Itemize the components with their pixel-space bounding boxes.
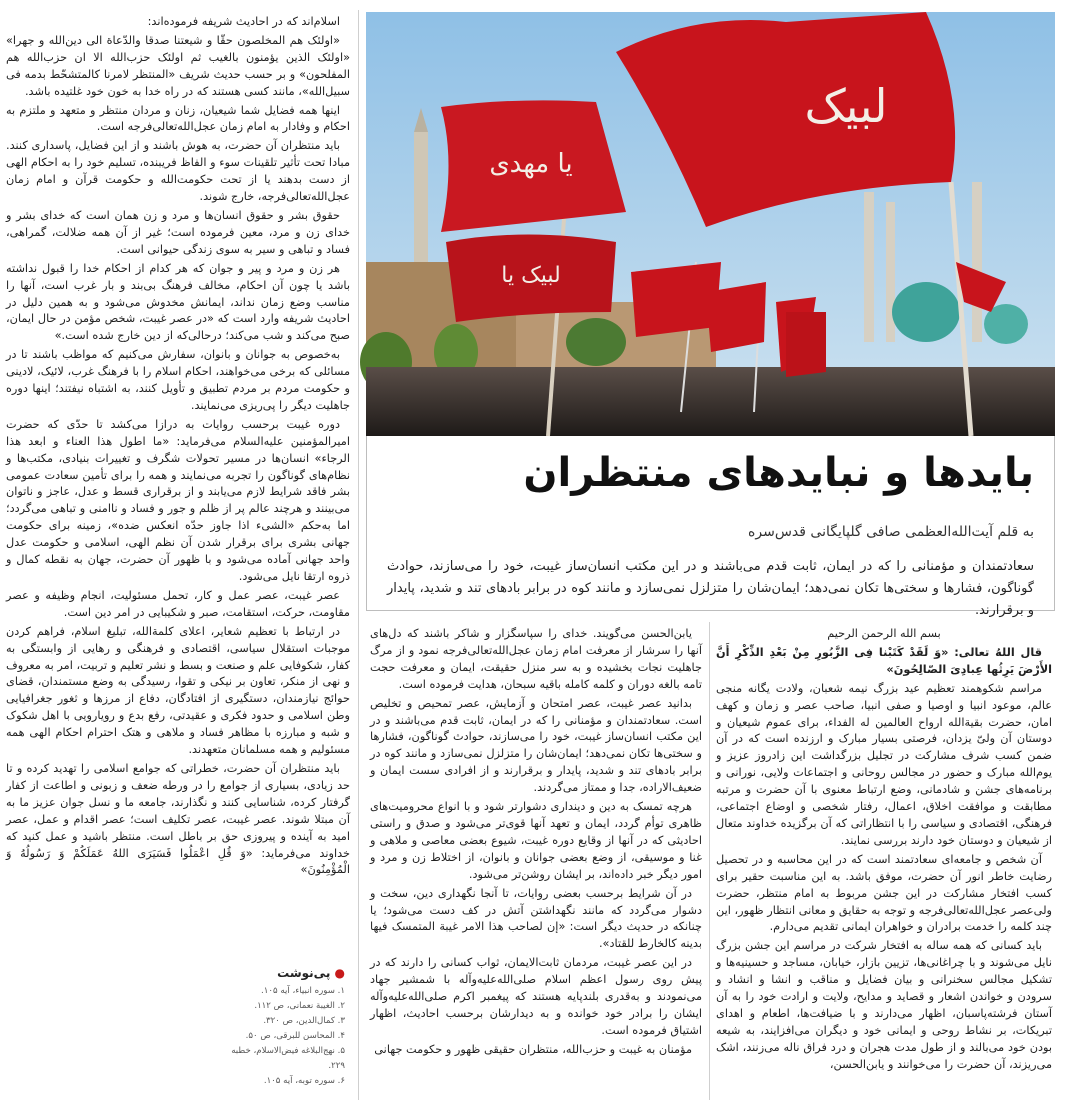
photo-illustration bbox=[366, 12, 1055, 436]
footnote-item: ۶. سوره توبه، آیه ۱۰۵. bbox=[263, 1076, 345, 1086]
paragraph: هر زن و مرد و پیر و جوان که هر کدام از احکام خدا را قبول نداشته باشد یا چون آن احکام، مخالف فرهنگ بی‌بند و بار غرب است، آنها را مناسب وضع زمان نداند، ایمانش مخدوش می‌شود و به همین دلیل در احادیث شریفه وارد است که «در عصر غیبت، شخص مؤمن در حال ایمان، صبح می‌کند و شب می‌کند؛ درحالی‌که از دین خارج شده است.» bbox=[6, 261, 350, 343]
paragraph: باید منتظران آن حضرت، خطراتی که جوامع اسلامی را تهدید کرده و تا حد زیادی، بسیاری از جوامع را در ورطه ضعف و زبونی و اطاعت از کفار گرفتار کرده، شناسایی کنند و نگذارند، جامعه ما و نسل جوان عزیز ما به آن مبتلا شوند. عصر غیبت، عصر تکلیف است؛ عصر اقدام و عمل، عصر امید به آینده و پیروزی حق بر باطل است. منتظر باشید و عمل کنید که خداوند می‌فرماید: «وَ قُلِ اعْمَلُوا فَسَیَرَی اللهُ عَمَلَکُمْ وَ رَسُولُهُ وَ الْمُؤْمِنُونَ» bbox=[6, 761, 350, 877]
paragraph: حقوق بشر و حقوق انسان‌ها و مرد و زن همان است که خدای بشر و خدای زن و مرد، معین فرموده است؛ غیر از آن همه ضلالت، گمراهی، فساد و تباهی و سیر به سوی زندگی حیوانی است. bbox=[6, 208, 350, 256]
author-byline: به قلم آیت‌الله‌العظمی صافی گلپایگانی قدس‌سره bbox=[748, 524, 1034, 540]
paragraph: «اولئک هم المخلصون حقّا و شیعتنا صدقا والدّعاة الی دین‌الله و جهرا» «اولئک الذین یؤمنون بالغیب ثم اولئک حزب‌الله الا ان حزب‌الله هم المفلحون» و بر حسب حدیث شریف «المنتظر لامرنا کالمتشحّط بدمه فی سبیل‌الله»، مانند کسی هستند که در راه خدا به خون خود غلتیده باشد. bbox=[6, 33, 350, 98]
column-right bbox=[716, 626, 1052, 1102]
bullet-icon: ● bbox=[334, 966, 345, 980]
flag-text: یا مهدی bbox=[489, 149, 573, 179]
flag-text: لبیک bbox=[804, 79, 888, 133]
footnote-item: ۵. نهج‌البلاغه فیض‌الاسلام، خطبه ۲۲۹. bbox=[231, 1046, 345, 1071]
headline-box bbox=[366, 436, 1055, 618]
footnotes-heading bbox=[230, 966, 345, 980]
paragraph: در این عصر غیبت، مردمان ثابت‌الایمان، ثواب کسانی را دارند که در پیش روی رسول اعظم اسلام صلی‌الله‌علیه‌وآله با شمشیر جهاد می‌نمودند و به‌قدری بلندپایه هستند که پیغمبر اکرم صلی‌الله‌علیه‌وآله ایشان را برادر خود خوانده و به دیدارشان برحسب احادیث، اظهار اشتیاق فرموده است. bbox=[370, 956, 702, 1037]
footnotes-heading-text: پی‌نوشت bbox=[277, 966, 331, 980]
paragraph: آن شخص و جامعه‌ای سعادتمند است که در این محاسبه و در تحصیل رضایت خاطر انور آن حضرت، موفق باشد. به این مناسبت حقیر برای کسب افتخار مشارکت در این جشن مربوط به امام منتظر، حضرت ولی‌عصر عجل‌الله‌تعالی‌فرجه و توجه به حقایق و معانی انتظار ظهور، این چند کلمه را خدمت برادران و خواهران ایمانی تقدیم می‌دارم. bbox=[716, 852, 1052, 934]
quran-verse: قال اللهُ تعالی: «وَ لَقَدْ کَتَبْنا فِی الزَّبُورِ مِنْ بَعْدِ الذِّکْرِ أَنَّ الأَرْضَ یَرِثُها عِبادِیَ الصّالِحُونَ» bbox=[716, 645, 1052, 676]
paragraph: عصر غیبت، عصر عمل و کار، تحمل مسئولیت، انجام وظیفه و عصر مقاومت، حرکت، استقامت، صبر و شکیبایی در امر دین است. bbox=[6, 588, 350, 619]
footnote-item: ۱. سوره انبیاء، آیه ۱۰۵. bbox=[261, 986, 345, 996]
paragraph: اسلام‌اند که در احادیث شریفه فرموده‌اند: bbox=[147, 15, 340, 28]
hero-photo bbox=[366, 12, 1055, 436]
paragraph: مؤمنان به غیبت و حزب‌الله، منتظران حقیقی ظهور و حکومت جهانی bbox=[374, 1042, 692, 1056]
paragraph: اینها همه فضایل شما شیعیان، زنان و مردان منتظر و متعهد و ملتزم به احکام و وفادار به امام زمان عجل‌الله‌تعالی‌فرجه است. bbox=[6, 103, 350, 134]
paragraph: باید منتظران آن حضرت، به هوش باشند و از این فضایل، پاسداری کنند. مبادا تحت تأثیر تلقینات سوء و الفاظ فریبنده، تسلیم خود را به احکام الهی از دست بدهند یا از تحت حکومت‌الله و حکومت قرآن و امام زمان عجل‌الله‌تعالی‌فرجه، خارج شوند. bbox=[6, 139, 350, 204]
lead-paragraph: سعادتمندان و مؤمنانی را که در ایمان، ثابت قدم می‌باشند و در این مکتب انسان‌ساز غیبت، خود را می‌سازند، حوادث گوناگون، فشارها و سختی‌ها تکان نمی‌دهد؛ ایمان‌شان را متزلزل نمی‌سازد و مانند کوه در برابر بادهای تند و شدید، پایدار و برقرارند. bbox=[387, 559, 1034, 618]
paragraph: در ارتباط با تعظیم شعایر، اعلای کلمةالله، تبلیغ اسلام، فراهم کردن موجبات استقلال سیاسی، اقتصادی و فرهنگی و رهایی از وابستگی به کفار، شکوفایی علم و صنعت و بسط و نشر تعلیم و تربیت، امر به معروف و نهی از منکر، تعاون بر نیکی و تقوا، رسیدگی به وضع مستمندان، قضای حوائج نیازمندان، دستگیری از افتادگان، دفاع از مرزها و ثغور جغرافیایی وطن اسلامی و حدود فکری و عقیدتی، رفع بدع و رویارویی با اهل شکوک و شبه و مبارزه با مظاهر فساد و ملاهی و هتک احترام احکام الهی همه مسئولیم و همه مسلمانان متعهدند. bbox=[6, 624, 350, 757]
paragraph: در آن شرایط برحسب بعضی روایات، تا آنجا نگهداری دین، سخت و دشوار می‌گردد که مانند نگهداشتن آتش در کف دست می‌شود؛ یا چنانکه در حدیث دیگر است: «إن لصاحب هذا الامر غیبة المتمسک فیها بدینه کالخارط للقتاد». bbox=[370, 886, 702, 951]
footnote-item: ۲. الغیبة نعمانی، ص ۱۱۲. bbox=[254, 1001, 345, 1011]
paragraph: هرچه تمسک به دین و دینداری دشوارتر شود و با انواع محرومیت‌های ظاهری توأم گردد، ایمان و تعهد آنها قوی‌تر می‌شود و صدق و راستی احادیثی که در آنها از وقایع دوره غیبت، شیوع بعضی معاصی و ملاهی و غنا و موسیقی، از وضع بعضی جوانان و بانوان، از اختلاط زن و مرد و امور دیگر خبر داده‌اند، بر ایشان روشن‌تر می‌شود. bbox=[370, 800, 702, 881]
paragraph: یابن‌الحسن می‌گویند. خدای را سپاسگزار و شاکر باشند که دل‌های آنها را سرشار از معرفت امام زمان عجل‌الله‌تعالی‌فرجه نمود و از مرگ جاهلیت نجات بخشیده و به سر منزل حقیقت، ایمان و معرفت حجت تامه بالغه دوران و کلمه کامله باقیه سبحان، هدایت فرموده است. bbox=[370, 627, 702, 691]
paragraph: به‌خصوص به جوانان و بانوان، سفارش می‌کنیم که مواظب باشند تا در مسائلی که برخی می‌خواهند، احکام اسلام را با فرهنگ غرب، لائیک، لادینی و حکومت مردم بر مردم تطبیق و تأویل کنند، به اشتباه نیفتند؛ اینها دوره جاهلیت دیگر را پی‌ریزی می‌نمایند. bbox=[6, 348, 350, 412]
footnote-item: ۴. المحاسن للبرقی، ص ۵۰. bbox=[245, 1031, 345, 1041]
paragraph: بدانید عصر غیبت، عصر امتحان و آزمایش، عصر تمحیص و تخلیص است. سعادتمندان و مؤمنانی را که در ایمان، ثابت قدم می‌باشند و در این مکتب انسان‌ساز غیبت، خود را می‌سازند، حوادث گوناگون، فشارها و سختی‌ها تکان نمی‌دهد؛ ایمان‌شان را متزلزل نمی‌سازد و مانند کوه در برابر بادهای تند و شدید، پایدار و برقرارند و از افرادی سست ایمان و ضعیف‌الاراده، جدا و ممتاز می‌گردند. bbox=[370, 696, 702, 795]
paragraph: باید کسانی که همه ساله به افتخار شرکت در مراسم این جشن بزرگ نایل می‌شوند و با چراغانی‌ها، تزیین بازار، خیابان، مساجد و حسینیه‌ها و تشکیل مجالس سخنرانی و بیان فضایل و مناقب و انشا و انشاد و سرودن و خواندن اشعار و قصاید و مدایح، ولایت و ارادت خود را به آن آستان فرشته‌پاسبان، اظهار می‌دارند و با ضیافت‌ها، اطعام و اهدای تبریکات، بر نشاط روحی و ایمانی خود و دیگران می‌افزایند، به شیعه بودن خود می‌بالند و از طول مدت هجران و درد فراق ناله می‌زنند، اشک می‌ریزند، آن حضرت را می‌خوانند و یابن‌الحسن، bbox=[716, 939, 1052, 1071]
basmala: بسم الله الرحمن الرحیم bbox=[827, 627, 941, 640]
paragraph: مراسم شکوهمند تعظیم عید بزرگ نیمه شعبان، ولادت یگانه منجی عالم، موعود انبیا و اوصیا و صفی انبیا، صاحب عصر و زمان و کهف امان، حضرت بقیةالله ارواح العالمین له الفداء، برای عموم شیعیان و دوستان آن ولیّ یزدان، فرصتی بسیار مبارک و ارزنده است که در آن ضمن کسب شرف مشارکت در تجلیل بزرگداشت این زادروز عزیز و یوم‌الله مبارک و حضور در مجالس روحانی و اجتماعات ولایی، نورانی و برنامه‌های جشن و شادمانی، وضع ارتباط معنوی با آن حضرت و مرتبه مطابقت و موافقت اخلاق، اعمال، رفتار شخصی و اوضاع اجتماعی، فرهنگی، اقتصادی و سیاسی را با انتظاراتی که آن برگزیده خداوند متعال از شیعیان و دوستان خود دارند بررسی نمایند. bbox=[716, 681, 1052, 847]
footnotes bbox=[230, 966, 345, 1102]
column-left bbox=[6, 14, 350, 877]
footnotes-list bbox=[230, 984, 345, 1089]
paragraph: دوره غیبت برحسب روایات به درازا می‌کشد تا حدّی که حضرت امیرالمؤمنین علیه‌السلام می‌فرماید: «ما اطول هذا العناء و ابعد هذا الرجاء» انسان‌ها در مسیر تحولات شگرف و تغییرات بنیادی، مکتب‌ها و نظام‌های گوناگون را تجربه می‌نمایند و همه را برای تأمین سعادت عمومی بشر فاقد شرایط لازم می‌یابند و از برقراری قسط و عدل، عاجز و ناتوان می‌بینند و هرچند عالم پر از ظلم و جور و فساد و ناامنی و تباهی می‌گردد؛ اما به‌حکم «الشیء اذا جاوز حدّه انعکس ضده»، زمینه برای حکومت جهانی بشری برای برقرار شدن آن نظم الهی، اسلامی و حکومت عدل واحد جهانی آماده می‌شود و با ظهور آن حضرت، جهان به نقطه کمال و ذروه ارتقا نایل می‌شود. bbox=[6, 417, 350, 583]
column-divider bbox=[358, 10, 359, 1100]
column-middle bbox=[370, 626, 702, 1102]
flag-text: لبیک یا bbox=[501, 263, 561, 288]
column-divider bbox=[709, 622, 710, 1100]
page-title: بایدها و نبایدهای منتظران bbox=[523, 450, 1034, 496]
footnote-item: ۳. کمال‌الدین، ص ۳۲۰. bbox=[263, 1016, 345, 1026]
